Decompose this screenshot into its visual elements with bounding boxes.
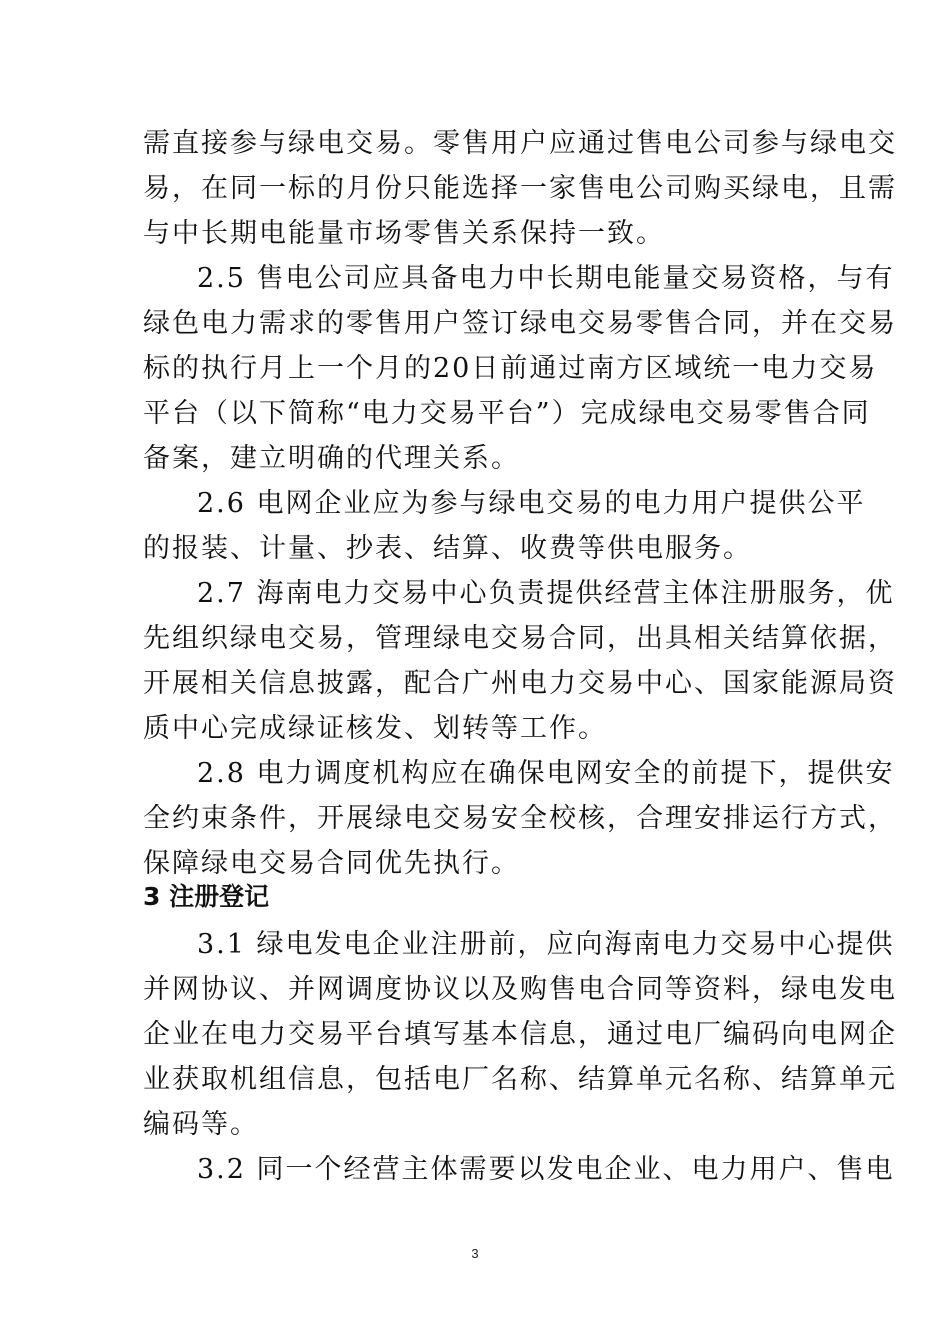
- clause-3-2-start: 3.2 同一个经营主体需要以发电企业、电力用户、售电: [197, 1154, 895, 1185]
- paragraph-line: 并网协议、并网调度协议以及购售电合同等资料，绿电发电: [143, 974, 897, 1005]
- paragraph-line: 与中长期电能量市场零售关系保持一致。: [143, 218, 665, 249]
- section-heading: 3 注册登记: [143, 882, 270, 911]
- paragraph-line: 绿色电力需求的零售用户签订绿电交易零售合同，并在交易: [143, 308, 897, 339]
- paragraph-line: 易，在同一标的月份只能选择一家售电公司购买绿电，且需: [143, 173, 897, 204]
- paragraph-line: 业获取机组信息，包括电厂名称、结算单元名称、结算单元: [143, 1064, 897, 1095]
- paragraph-line: 开展相关信息披露，配合广州电力交易中心、国家能源局资: [143, 668, 897, 699]
- paragraph-line: 标的执行月上一个月的20日前通过南方区域统一电力交易: [143, 353, 878, 384]
- paragraph-line: 需直接参与绿电交易。零售用户应通过售电公司参与绿电交: [143, 128, 897, 159]
- paragraph-line: 编码等。: [143, 1109, 259, 1140]
- clause-2-5-start: 2.5 售电公司应具备电力中长期电能量交易资格，与有: [197, 263, 895, 294]
- clause-2-6-start: 2.6 电网企业应为参与绿电交易的电力用户提供公平: [197, 488, 866, 519]
- paragraph-line: 质中心完成绿证核发、划转等工作。: [143, 713, 607, 744]
- paragraph-line: 保障绿电交易合同优先执行。: [143, 848, 520, 879]
- paragraph-line: 全约束条件，开展绿电交易安全校核，合理安排运行方式，: [143, 803, 897, 834]
- paragraph-line: 先组织绿电交易，管理绿电交易合同，出具相关结算依据，: [143, 623, 897, 654]
- clause-2-8-start: 2.8 电力调度机构应在确保电网安全的前提下，提供安: [197, 758, 895, 789]
- paragraph-line: 企业在电力交易平台填写基本信息，通过电厂编码向电网企: [143, 1019, 897, 1050]
- paragraph-line: 平台（以下简称“电力交易平台”）完成绿电交易零售合同: [143, 398, 871, 429]
- clause-3-1-start: 3.1 绿电发电企业注册前，应向海南电力交易中心提供: [197, 929, 895, 960]
- page-number: 3: [471, 1246, 479, 1261]
- paragraph-line: 备案，建立明确的代理关系。: [143, 443, 520, 474]
- clause-2-7-start: 2.7 海南电力交易中心负责提供经营主体注册服务，优: [197, 578, 895, 609]
- paragraph-line: 的报装、计量、抄表、结算、收费等供电服务。: [143, 533, 752, 564]
